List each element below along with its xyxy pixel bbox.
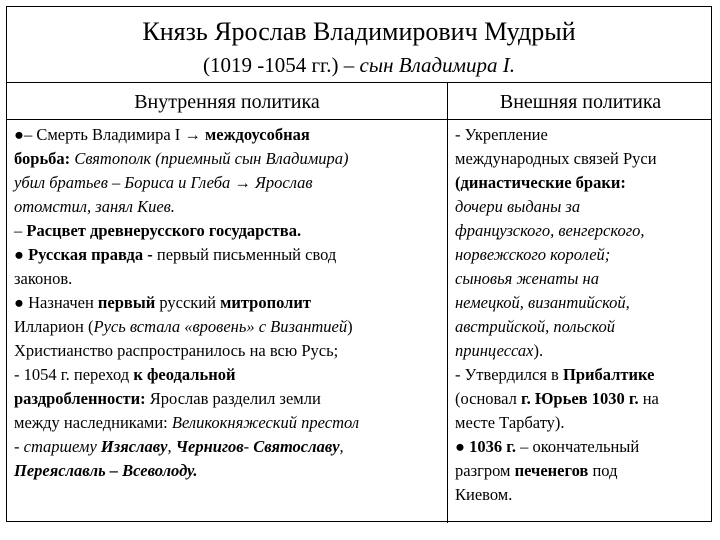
external-policy-line xyxy=(455,339,710,363)
external-policy-text: международных связей Руси xyxy=(455,149,657,168)
external-policy-text: разгром xyxy=(455,461,515,480)
external-policy-line xyxy=(455,123,710,147)
internal-policy-line xyxy=(14,363,444,387)
internal-policy-text: законов. xyxy=(14,269,73,288)
internal-policy-text: Русь встала «вровень» с Византией xyxy=(93,317,348,336)
column-header-external: Внешняя политика xyxy=(499,91,662,113)
external-policy-text: дочери выданы за xyxy=(455,197,581,216)
internal-policy-line xyxy=(14,171,444,195)
external-policy-line xyxy=(455,171,710,195)
internal-policy-text: к феодальной xyxy=(133,365,236,384)
external-policy-text: - Укрепление xyxy=(455,125,548,144)
column-header-internal: Внутренняя политика xyxy=(134,91,320,113)
internal-policy-line xyxy=(14,435,444,459)
column-header-row xyxy=(7,83,711,120)
internal-policy-text: первый письменный свод xyxy=(152,245,337,264)
internal-policy-text: ● Назначен xyxy=(14,293,98,312)
external-policy-line xyxy=(455,435,710,459)
internal-policy-text: отомстил, занял Киев. xyxy=(14,197,175,216)
internal-policy-text: – xyxy=(14,221,27,240)
external-policy-text: месте Тарбату). xyxy=(455,413,565,432)
external-policy-text: 1036 г. xyxy=(469,437,516,456)
internal-policy-text: Святополк (приемный сын Владимира) xyxy=(74,149,349,168)
internal-policy-text: ) xyxy=(347,317,353,336)
internal-policy-line xyxy=(14,219,444,243)
internal-policy-line xyxy=(14,411,444,435)
internal-policy-text: , xyxy=(167,437,176,456)
external-policy-text: ● xyxy=(455,437,470,456)
internal-policy-line xyxy=(14,315,444,339)
external-policy-text: под xyxy=(588,461,618,480)
internal-policy-text: ● xyxy=(14,245,29,264)
internal-policy-text: митрополит xyxy=(220,293,311,312)
external-policy-text: - Утвердился в xyxy=(455,365,563,384)
internal-policy-text: борьба: xyxy=(14,149,71,168)
external-policy-line xyxy=(455,363,710,387)
external-policy-text: печенегов xyxy=(514,461,589,480)
internal-policy-text: Расцвет древнерусского государства. xyxy=(26,221,302,240)
external-policy-text: (основал xyxy=(455,389,521,408)
external-policy-text: Киевом. xyxy=(455,485,513,504)
external-policy-text: французского, венгерского, xyxy=(455,221,645,240)
internal-policy-text: первый xyxy=(97,293,156,312)
external-policy-line xyxy=(455,243,710,267)
internal-policy-text: ●– Смерть Владимира I → xyxy=(14,125,206,144)
internal-policy-text: между наследниками: xyxy=(14,413,172,432)
external-policy-text: – окончательный xyxy=(515,437,640,456)
internal-policy-text: Чернигов xyxy=(175,437,244,456)
internal-policy-text: убил братьев – Бориса и Глеба → Ярослав xyxy=(14,173,313,192)
internal-policy-cell xyxy=(14,123,444,483)
external-policy-text: г. Юрьев 1030 г. xyxy=(520,389,639,408)
title-row xyxy=(7,7,711,83)
internal-policy-text: Ярослав разделил земли xyxy=(145,389,321,408)
reign-years: (1019 -1054 гг.) xyxy=(202,53,339,77)
internal-policy-line xyxy=(14,267,444,291)
subtitle xyxy=(7,53,711,77)
internal-policy-text: раздробленности: xyxy=(14,389,146,408)
external-policy-text: немецкой, византийской, xyxy=(455,293,630,312)
internal-policy-text: - 1054 г. переход xyxy=(14,365,134,384)
external-policy-text: сыновья женаты на xyxy=(455,269,599,288)
internal-policy-text: Переяславль – Всеволоду. xyxy=(14,461,198,480)
internal-policy-line xyxy=(14,291,444,315)
external-policy-line xyxy=(455,267,710,291)
external-policy-line xyxy=(455,459,710,483)
external-policy-text: ). xyxy=(533,341,544,360)
external-policy-line xyxy=(455,195,710,219)
external-policy-line xyxy=(455,147,710,171)
internal-policy-text: Великокняжеский престол xyxy=(171,413,360,432)
external-policy-text: австрийской, польской xyxy=(455,317,616,336)
internal-policy-text: Илларион ( xyxy=(14,317,94,336)
history-table xyxy=(6,6,712,522)
internal-policy-text: междоусобная xyxy=(205,125,310,144)
page-title: Князь Ярослав Владимирович Мудрый xyxy=(142,17,576,46)
internal-policy-line xyxy=(14,243,444,267)
internal-policy-text: Изяславу xyxy=(100,437,168,456)
external-policy-line xyxy=(455,387,710,411)
external-policy-text: (династические браки: xyxy=(455,173,626,192)
external-policy-text: Прибалтике xyxy=(562,365,655,384)
external-policy-line xyxy=(455,411,710,435)
internal-policy-line xyxy=(14,123,444,147)
column-divider xyxy=(447,83,448,523)
external-policy-text: принцессах xyxy=(455,341,534,360)
internal-policy-line xyxy=(14,387,444,411)
subtitle-note: – сын Владимира I. xyxy=(338,53,516,77)
external-policy-line xyxy=(455,483,710,507)
external-policy-line xyxy=(455,291,710,315)
external-policy-text: норвежского королей; xyxy=(455,245,611,264)
external-policy-text: на xyxy=(638,389,659,408)
external-policy-line xyxy=(455,219,710,243)
external-policy-cell xyxy=(455,123,710,507)
internal-policy-text: Русская правда - xyxy=(28,245,153,264)
internal-policy-text: - старшему xyxy=(14,437,101,456)
internal-policy-text: , xyxy=(339,437,344,456)
external-policy-line xyxy=(455,315,710,339)
internal-policy-text: русский xyxy=(155,293,221,312)
internal-policy-line xyxy=(14,195,444,219)
internal-policy-text: - xyxy=(243,437,254,456)
internal-policy-line xyxy=(14,147,444,171)
internal-policy-text: Святославу xyxy=(253,437,340,456)
internal-policy-line xyxy=(14,339,444,363)
internal-policy-text: Христианство распространилось на всю Русь; xyxy=(14,341,339,360)
internal-policy-line xyxy=(14,459,444,483)
